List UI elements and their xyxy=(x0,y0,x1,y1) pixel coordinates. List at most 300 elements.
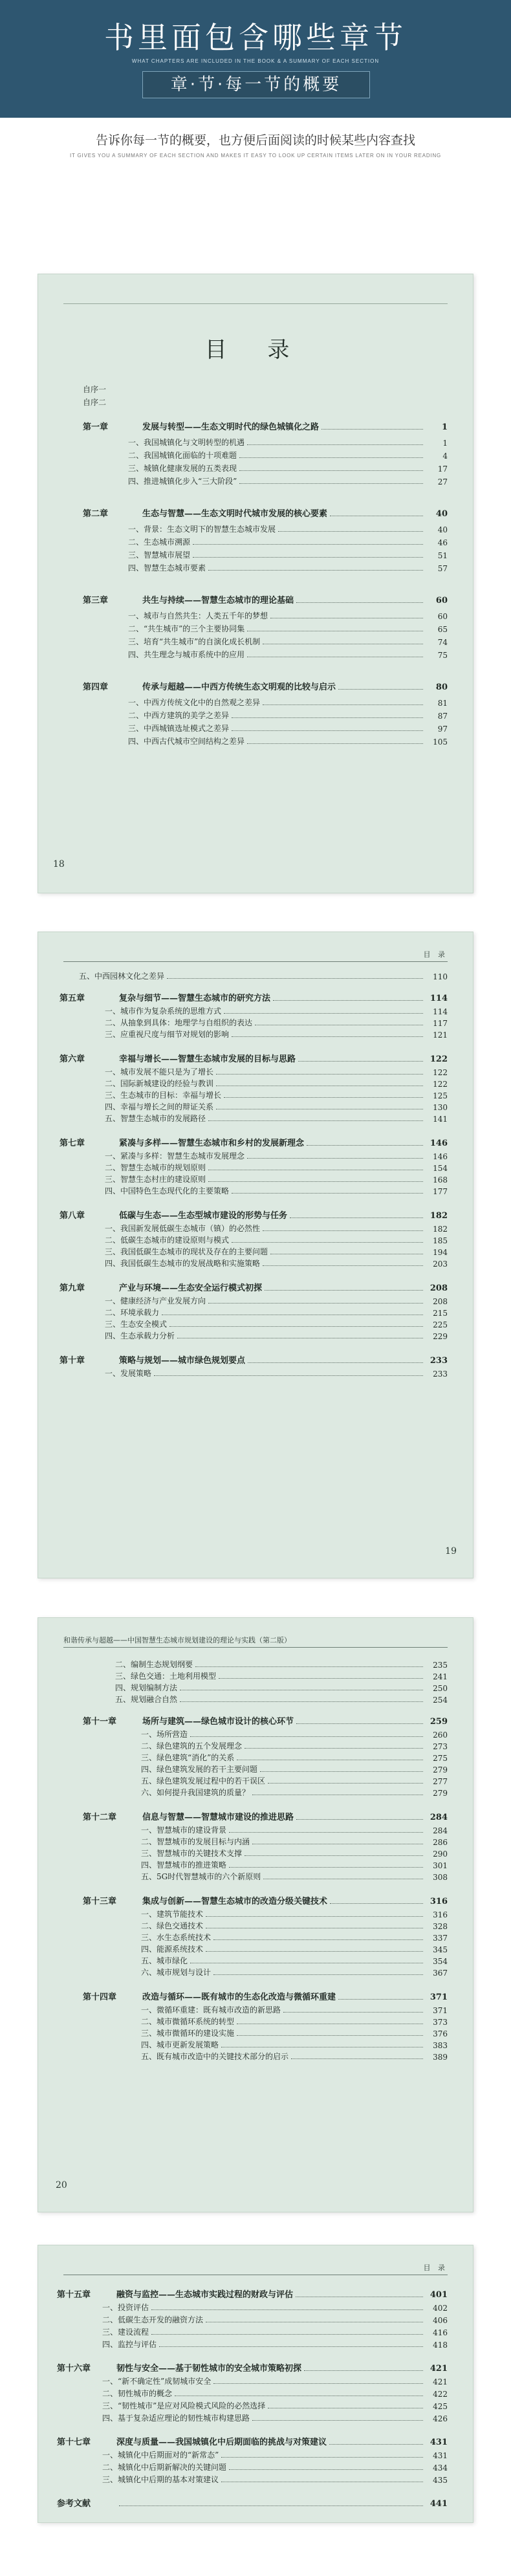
section-row xyxy=(105,1258,448,1269)
section-row xyxy=(128,475,448,486)
leader-dots xyxy=(296,602,423,603)
page-ref: 279 xyxy=(433,1789,448,1798)
toc-page-4 xyxy=(38,2245,473,2523)
section-title: 三、生态城市的目标：幸福与增长 xyxy=(105,1091,222,1100)
section-title: 一、投资评估 xyxy=(102,2303,149,2312)
page-ref: 97 xyxy=(437,725,448,734)
section-title: 四、智慧城市的推进策略 xyxy=(141,1861,227,1870)
section-title: 三、绿色交通：土地利用模型 xyxy=(115,1672,217,1681)
chapter-title: 韧性与安全——基于韧性城市的安全城市策略初探 xyxy=(116,2364,302,2374)
section-title: 四、生态承载力分析 xyxy=(105,1331,175,1340)
section-title: 二、城市微循环系统的转型 xyxy=(141,2017,235,2026)
leader-dots xyxy=(321,429,423,430)
section-row xyxy=(105,1295,448,1306)
toc-entry xyxy=(115,1694,448,1705)
section-row xyxy=(105,1330,448,1341)
section-row xyxy=(141,2051,448,2062)
leader-dots xyxy=(206,1951,423,1952)
header-title: 书里面包含哪些章节 xyxy=(104,20,407,55)
page-ref: 74 xyxy=(437,638,448,647)
header-label-box xyxy=(142,71,370,98)
leader-dots xyxy=(151,2334,423,2335)
chapter-title: 发展与转型——生态文明时代的绿色城镇化之路 xyxy=(142,422,320,432)
chapter-title: 策略与规划——城市绿色规划要点 xyxy=(119,1356,246,1366)
chapter-number: 第十四章 xyxy=(83,1992,117,2002)
section-title: 三、城镇化中后期的基本对策建议 xyxy=(102,2475,219,2484)
page-ref: 203 xyxy=(433,1260,448,1269)
section-row xyxy=(105,1078,448,1089)
section-row xyxy=(102,2449,448,2460)
section-row xyxy=(128,536,448,547)
section-title: 一、发展策略 xyxy=(105,1369,152,1378)
toc-title: 目 录 xyxy=(204,337,307,363)
page-ref: 122 xyxy=(429,1054,448,1064)
section-row xyxy=(105,1318,448,1329)
section-row xyxy=(102,2474,448,2485)
running-head xyxy=(63,950,448,962)
section-row xyxy=(128,623,448,634)
page-ref: 434 xyxy=(433,2463,448,2472)
leader-dots xyxy=(298,1061,423,1062)
chapter-number: 第十三章 xyxy=(83,1897,117,1906)
section-row xyxy=(128,437,448,448)
page-ref: 105 xyxy=(433,737,448,747)
page-ref: 110 xyxy=(433,972,448,981)
section-title: 六、如何提升我国建筑的质量？ xyxy=(141,1788,250,1797)
section-title: 二、韧性城市的概念 xyxy=(102,2389,173,2398)
chapter-title: 生态与智慧——生态文明时代城市发展的核心要素 xyxy=(142,509,328,519)
leader-dots xyxy=(195,1666,423,1667)
section-row xyxy=(141,1871,448,1882)
running-head-text: 目 录 xyxy=(423,950,448,959)
section-title: 二、环境承载力 xyxy=(105,1308,160,1317)
leader-dots xyxy=(338,1999,423,2000)
page-ref: 250 xyxy=(433,1684,448,1693)
section-row xyxy=(105,1089,448,1100)
page-ref: 125 xyxy=(433,1091,448,1100)
chapter-row xyxy=(83,507,448,519)
page-ref: 431 xyxy=(429,2438,448,2447)
chapter-title: 深度与质量——我国城镇化中后期面临的挑战与对策建议 xyxy=(116,2438,327,2447)
running-head xyxy=(63,292,448,304)
chapter-row xyxy=(57,2435,448,2447)
section-title: 五、既有城市改造中的关键技术部分的启示 xyxy=(141,2052,289,2061)
leader-dots xyxy=(206,1916,423,1917)
section-title: 三、智慧生态村庄的建设原则 xyxy=(105,1175,206,1184)
section-row xyxy=(105,1101,448,1112)
section-title: 二、低碳生态开发的融资方法 xyxy=(102,2315,204,2324)
toc-page-3 xyxy=(38,1617,473,2212)
section-row xyxy=(141,1967,448,1978)
page-ref: 235 xyxy=(433,1661,448,1670)
section-title: 三、我国低碳生态城市的现状及存在的主要问题 xyxy=(105,1247,268,1256)
preface-entry: 自序二 xyxy=(83,398,107,407)
page-ref: 80 xyxy=(435,682,448,692)
section-row xyxy=(128,697,448,708)
page-ref: 254 xyxy=(433,1696,448,1705)
page-ref: 284 xyxy=(433,1826,448,1835)
toc-page-1 xyxy=(38,274,473,893)
leader-dots xyxy=(247,444,423,445)
leader-dots xyxy=(239,470,423,471)
page-ref: 185 xyxy=(433,1236,448,1245)
page-number: 20 xyxy=(56,2180,67,2190)
leader-dots xyxy=(190,1736,423,1737)
section-row xyxy=(105,1368,448,1379)
leader-dots xyxy=(232,1036,423,1037)
section-title: 二、智慧生态城市的规划原则 xyxy=(105,1163,206,1172)
toc-entry xyxy=(83,384,448,395)
leader-dots xyxy=(245,1855,423,1856)
page-ref: 60 xyxy=(435,596,448,606)
section-row xyxy=(141,2027,448,2038)
page-ref: 117 xyxy=(433,1019,448,1028)
chapter-number: 第四章 xyxy=(83,682,109,692)
section-title: 五、中西园林文化之差异 xyxy=(79,972,165,981)
page-ref: 345 xyxy=(433,1945,448,1954)
page-ref: 154 xyxy=(433,1164,448,1173)
chapter-row xyxy=(83,420,448,432)
page-ref: 425 xyxy=(433,2402,448,2411)
page-ref: 259 xyxy=(429,1717,448,1727)
section-title: 一、“新不确定性”成韧城市安全 xyxy=(102,2377,212,2386)
page-ref: 208 xyxy=(433,1297,448,1306)
section-title: 四、绿色建筑发展的若干主要问题 xyxy=(141,1765,258,1774)
section-title: 四、基于复杂适应理论的韧性城市构建思路 xyxy=(102,2414,250,2423)
leader-dots xyxy=(283,2012,423,2013)
section-row xyxy=(105,1029,448,1040)
toc-entry xyxy=(79,970,448,981)
section-title: 五、绿色建筑发展过程中的若干误区 xyxy=(141,1776,266,1785)
chapter-title: 复杂与细节——智慧生态城市的研究方法 xyxy=(119,994,271,1003)
section-row xyxy=(102,2400,448,2411)
leader-dots xyxy=(307,1145,423,1146)
page-ref: 122 xyxy=(433,1080,448,1089)
section-title: 一、建筑节能技术 xyxy=(141,1910,204,1919)
page-ref: 182 xyxy=(433,1225,448,1234)
section-title: 三、智慧城市展望 xyxy=(128,551,191,560)
leader-dots xyxy=(268,1783,423,1784)
section-row xyxy=(102,2388,448,2399)
section-row xyxy=(128,610,448,621)
chapter-number: 第十章 xyxy=(60,1356,85,1366)
leader-dots xyxy=(224,1013,423,1014)
leader-dots xyxy=(232,1193,423,1194)
leader-dots xyxy=(296,1723,423,1724)
page-ref: 406 xyxy=(433,2316,448,2325)
section-row xyxy=(141,1787,448,1798)
section-row xyxy=(141,1955,448,1966)
leader-dots xyxy=(260,1771,423,1772)
intro-text-en: IT GIVES YOU A SUMMARY OF EACH SECTION AND MAKES IT EASY TO LOOK UP CERTAIN ITEMS LATER ON IN YOUR READING xyxy=(69,153,442,158)
section-title: 四、中国特色生态现代化的主要策略 xyxy=(105,1186,230,1195)
section-row xyxy=(141,1908,448,1919)
chapter-row xyxy=(57,2496,448,2509)
section-title: 三、“韧性城市”是应对风险模式风险的必然选择 xyxy=(102,2401,266,2410)
running-head xyxy=(63,2263,448,2275)
section-row xyxy=(141,1932,448,1943)
section-row xyxy=(141,1943,448,1954)
page-ref: 316 xyxy=(429,1897,448,1906)
page-ref: 65 xyxy=(437,625,448,634)
section-title: 二、绿色交通技术 xyxy=(141,1921,204,1930)
section-title: 五、城市绿化 xyxy=(141,1956,188,1965)
preface-entry: 自序一 xyxy=(83,385,107,394)
leader-dots xyxy=(229,2469,423,2470)
leader-dots xyxy=(180,1701,423,1702)
section-row xyxy=(128,636,448,647)
leader-dots xyxy=(154,1375,423,1376)
section-title: 四、能源系统技术 xyxy=(141,1945,204,1954)
page-ref: 376 xyxy=(433,2029,448,2038)
leader-dots xyxy=(167,978,423,979)
toc-page-2 xyxy=(38,932,473,1578)
toc-entry xyxy=(83,397,448,408)
section-title: 四、我国低碳生态城市的发展战略和实施策略 xyxy=(105,1259,261,1268)
section-title: 二、国际新城建设的经验与教训 xyxy=(105,1079,214,1088)
chapter-title: 改造与循环——既有城市的生态化改造与微循环重建 xyxy=(142,1992,336,2002)
page-ref: 87 xyxy=(437,712,448,721)
leader-dots xyxy=(338,689,423,690)
section-row xyxy=(141,1763,448,1774)
page-ref: 17 xyxy=(437,464,448,474)
header-banner xyxy=(0,0,511,118)
section-row xyxy=(141,1848,448,1859)
page-ref: 146 xyxy=(429,1139,448,1148)
leader-dots xyxy=(208,1303,423,1304)
leader-dots xyxy=(219,1678,423,1679)
chapter-number: 第十一章 xyxy=(83,1717,117,1727)
running-head xyxy=(63,1635,448,1648)
section-row xyxy=(105,1234,448,1245)
section-row xyxy=(102,2314,448,2325)
section-row xyxy=(141,1824,448,1835)
section-row xyxy=(141,2004,448,2015)
page-ref: 416 xyxy=(433,2328,448,2337)
chapter-number: 第十二章 xyxy=(83,1813,117,1822)
section-row xyxy=(105,1185,448,1196)
page-ref: 308 xyxy=(433,1873,448,1882)
page-ref: 371 xyxy=(429,1992,448,2002)
toc-entry xyxy=(115,1659,448,1670)
leader-dots xyxy=(296,1819,423,1820)
section-row xyxy=(128,463,448,474)
chapter-row xyxy=(83,1714,448,1727)
section-row xyxy=(102,2412,448,2423)
section-row xyxy=(105,1162,448,1173)
chapter-title: 幸福与增长——智慧生态城市发展的目标与思路 xyxy=(119,1054,296,1064)
leader-dots xyxy=(193,544,423,545)
page-ref: 426 xyxy=(433,2414,448,2423)
section-title: 五、智慧生态城市的发展路径 xyxy=(105,1114,206,1123)
page-ref: 130 xyxy=(433,1103,448,1112)
section-title: 三、城市微循环的建设实施 xyxy=(141,2029,235,2038)
chapter-row xyxy=(83,1810,448,1822)
section-title: 二、编制生态规划纲要 xyxy=(115,1660,193,1669)
chapter-number: 第十五章 xyxy=(57,2290,91,2300)
section-row xyxy=(141,1752,448,1763)
chapter-row xyxy=(83,1990,448,2002)
section-title: 一、城市与自然共生：人类五千年的梦想 xyxy=(128,611,268,620)
page-ref: 367 xyxy=(433,1969,448,1978)
section-title: 四、幸福与增长之间的辩证关系 xyxy=(105,1102,214,1111)
leader-dots xyxy=(263,1230,423,1231)
chapter-title: 融资与监控——生态城市实践过程的财政与评估 xyxy=(116,2290,294,2300)
page-ref: 401 xyxy=(429,2290,448,2300)
section-title: 三、智慧城市的关键技术支撑 xyxy=(141,1849,243,1858)
chapter-title: 低碳与生态——生态型城市建设的形势与任务 xyxy=(119,1211,288,1221)
section-row xyxy=(105,1113,448,1124)
page-ref: 241 xyxy=(433,1672,448,1681)
page-ref: 60 xyxy=(437,612,448,621)
chapter-title: 产业与环境——生态安全运行模式初探 xyxy=(119,1283,263,1293)
chapter-title: 场所与建筑——绿色城市设计的核心环节 xyxy=(142,1717,294,1727)
leader-dots xyxy=(265,1290,423,1291)
section-title: 一、场所营造 xyxy=(141,1730,188,1739)
page-ref: 286 xyxy=(433,1838,448,1847)
page-ref: 1 xyxy=(441,422,448,432)
section-title: 六、城市规划与设计 xyxy=(141,1968,212,1977)
section-row xyxy=(102,2302,448,2313)
leader-dots xyxy=(291,2058,423,2059)
section-row xyxy=(105,1005,448,1016)
section-title: 二、生态城市溯源 xyxy=(128,538,191,547)
page-ref: 40 xyxy=(435,509,448,519)
chapter-title: 信息与智慧——智慧城市建设的推进思路 xyxy=(142,1813,294,1822)
section-row xyxy=(141,2039,448,2050)
chapter-title: 集成与创新——智慧生态城市的改造分级关键技术 xyxy=(142,1897,328,1906)
chapter-number: 第六章 xyxy=(60,1054,85,1064)
page-ref: 316 xyxy=(433,1910,448,1919)
section-title: 一、智慧城市的建设背景 xyxy=(141,1826,227,1835)
section-row xyxy=(141,2016,448,2027)
chapter-number: 第一章 xyxy=(83,422,109,432)
leader-dots xyxy=(252,2420,423,2421)
leader-dots xyxy=(213,1974,423,1975)
chapter-row xyxy=(60,1281,448,1293)
section-title: 二、我国城镇化面临的十项难题 xyxy=(128,451,237,460)
section-title: 四、共生理念与城市系统中的应用 xyxy=(128,650,245,659)
section-row xyxy=(141,1920,448,1931)
page-ref: 418 xyxy=(433,2341,448,2350)
leader-dots xyxy=(239,457,423,458)
section-row xyxy=(141,1740,448,1751)
page-ref: 389 xyxy=(433,2053,448,2062)
toc-entry xyxy=(115,1670,448,1681)
section-title: 四、推进城镇化步入“三大阶段” xyxy=(128,477,237,486)
section-title: 一、微循环重建：既有城市改造的新思路 xyxy=(141,2005,281,2014)
section-title: 二、城镇化中后期新解决的关键问题 xyxy=(102,2463,227,2472)
page-ref: 40 xyxy=(437,525,448,534)
intro-text: 告诉你每一节的概要，也方便后面阅读的时候某些内容查找 xyxy=(95,133,415,147)
leader-dots xyxy=(213,1939,423,1940)
leader-dots xyxy=(208,1181,423,1182)
section-title: 一、背景：生态文明下的智慧生态城市发展 xyxy=(128,525,276,534)
section-row xyxy=(128,723,448,734)
chapter-row xyxy=(60,1353,448,1366)
page-ref: 431 xyxy=(433,2451,448,2460)
section-row xyxy=(128,562,448,573)
chapter-title: 紧凑与多样——智慧生态城市和乡村的发展新理念 xyxy=(119,1139,305,1148)
section-title: 一、城市发展不能只是为了增长 xyxy=(105,1067,214,1076)
page-ref: 290 xyxy=(433,1850,448,1859)
leader-dots xyxy=(221,2457,423,2458)
leader-dots xyxy=(159,2346,423,2347)
section-title: 二、绿色建筑的五个发展理念 xyxy=(141,1741,243,1751)
section-title: 二、低碳生态城市的建设原则与模式 xyxy=(105,1236,230,1245)
page-ref: 233 xyxy=(429,1356,448,1366)
leader-dots xyxy=(278,531,423,532)
page-ref: 337 xyxy=(433,1934,448,1943)
leader-dots xyxy=(229,1832,423,1833)
chapter-number: 第九章 xyxy=(60,1283,85,1293)
page-ref: 383 xyxy=(433,2041,448,2050)
page-ref: 284 xyxy=(429,1813,448,1822)
section-row xyxy=(105,1223,448,1234)
running-head-text: 目 录 xyxy=(423,2264,448,2272)
section-row xyxy=(102,2375,448,2386)
leader-dots xyxy=(247,1158,423,1159)
toc-entry xyxy=(115,1682,448,1693)
section-title: 三、培育“共生城市”的自演化成长机制 xyxy=(128,637,261,646)
section-title: 四、监控与评估 xyxy=(102,2340,157,2349)
page-ref: 122 xyxy=(433,1068,448,1077)
page-ref: 182 xyxy=(429,1211,448,1221)
page-ref: 233 xyxy=(433,1370,448,1379)
page-ref: 229 xyxy=(433,1332,448,1341)
page-ref: 177 xyxy=(433,1187,448,1196)
chapter-row xyxy=(60,1052,448,1064)
page-ref: 4 xyxy=(442,452,448,461)
leader-dots xyxy=(208,570,423,571)
page-ref: 27 xyxy=(437,477,448,486)
leader-dots xyxy=(237,2035,423,2036)
chapter-number: 第五章 xyxy=(60,994,85,1003)
page-ref: 208 xyxy=(429,1283,448,1293)
leader-dots xyxy=(290,1217,423,1218)
leader-dots xyxy=(304,2370,423,2371)
chapter-number: 第十七章 xyxy=(57,2438,91,2447)
chapter-row xyxy=(83,593,448,606)
section-title: 五、5G时代智慧城市的六个新原则 xyxy=(141,1872,261,1881)
section-row xyxy=(128,549,448,560)
leader-dots xyxy=(245,1748,423,1749)
leader-dots xyxy=(216,1074,423,1075)
chapter-title: 共生与持续——智慧生态城市的理论基础 xyxy=(142,596,294,606)
section-title: 四、规划编制方法 xyxy=(115,1683,178,1692)
page-ref: 215 xyxy=(433,1309,448,1318)
page-ref: 225 xyxy=(433,1320,448,1329)
section-title: 三、生态安全模式 xyxy=(105,1320,168,1329)
header-label: 章·节·每一节的概要 xyxy=(170,75,342,94)
header-subtitle-en: WHAT CHAPTERS ARE INCLUDED IN THE BOOK & A SUMMARY OF EACH SECTION xyxy=(131,58,380,64)
section-row xyxy=(105,1150,448,1161)
page-ref: 46 xyxy=(437,538,448,547)
page-ref: 194 xyxy=(433,1248,448,1257)
leader-dots xyxy=(169,1326,423,1327)
chapter-row xyxy=(57,2361,448,2374)
section-row xyxy=(141,1729,448,1740)
section-row xyxy=(105,1066,448,1077)
section-title: 五、规划融合自然 xyxy=(115,1695,178,1704)
chapter-row xyxy=(83,680,448,692)
page-ref: 81 xyxy=(437,699,448,708)
section-title: 三、建设流程 xyxy=(102,2328,149,2337)
section-title: 一、健康经济与产业发展方向 xyxy=(105,1296,206,1305)
leader-dots xyxy=(273,1000,423,1001)
chapter-row xyxy=(60,1208,448,1221)
section-row xyxy=(128,450,448,461)
